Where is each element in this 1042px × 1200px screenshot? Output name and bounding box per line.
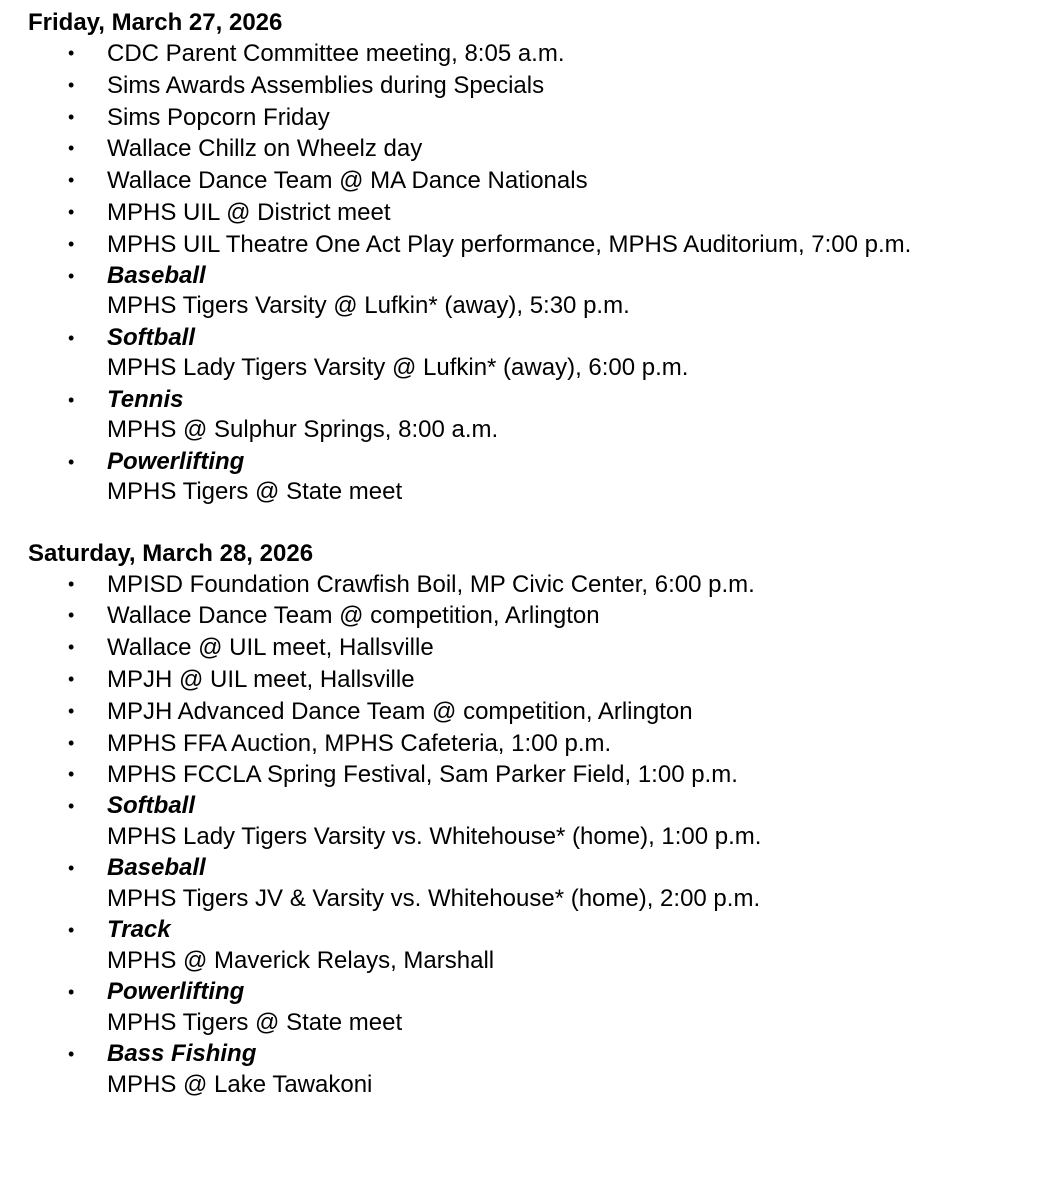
sport-item — [28, 323, 1042, 384]
bullet-icon: • — [68, 637, 75, 658]
sport-item — [28, 853, 1042, 914]
event-item — [28, 569, 1042, 601]
bullet-icon: • — [68, 982, 75, 1003]
event-text: MPHS UIL @ District meet — [107, 198, 391, 226]
event-text: MPJH @ UIL meet, Hallsville — [107, 665, 415, 693]
event-item — [28, 133, 1042, 165]
bullet-icon: • — [68, 796, 75, 817]
sport-detail: MPHS Tigers JV & Varsity vs. Whitehouse* (home), 2:00 p.m. — [107, 884, 761, 912]
bullet-icon: • — [68, 74, 75, 95]
bullet-icon: • — [68, 327, 75, 348]
event-text: Sims Popcorn Friday — [107, 103, 330, 131]
sport-name: Softball — [107, 323, 195, 351]
event-item — [28, 600, 1042, 632]
event-text: MPISD Foundation Crawfish Boil, MP Civic Center, 6:00 p.m. — [107, 570, 755, 598]
event-text: Wallace Dance Team @ MA Dance Nationals — [107, 167, 588, 195]
sport-item — [28, 1039, 1042, 1100]
bullet-icon: • — [68, 668, 75, 689]
bullet-icon: • — [68, 389, 75, 410]
sport-name: Baseball — [107, 854, 206, 882]
event-text: Wallace @ UIL meet, Hallsville — [107, 634, 434, 662]
sport-item — [28, 261, 1042, 322]
event-item — [28, 70, 1042, 102]
bullet-icon: • — [68, 732, 75, 753]
sport-name: Baseball — [107, 261, 206, 289]
sport-name: Track — [107, 916, 171, 944]
bullet-icon: • — [68, 764, 75, 785]
event-text: MPHS UIL Theatre One Act Play performance, MPHS Auditorium, 7:00 p.m. — [107, 230, 912, 258]
sport-detail: MPHS @ Maverick Relays, Marshall — [107, 946, 495, 974]
day-section-friday — [28, 8, 1042, 508]
sport-detail: MPHS Tigers Varsity @ Lufkin* (away), 5:30 p.m. — [107, 292, 630, 320]
bullet-icon: • — [68, 858, 75, 879]
day-section-saturday — [28, 539, 1042, 1101]
sport-detail: MPHS @ Lake Tawakoni — [107, 1070, 373, 1098]
sport-item — [28, 791, 1042, 852]
event-item — [28, 229, 1042, 261]
event-text: MPHS FFA Auction, MPHS Cafeteria, 1:00 p.m. — [107, 729, 612, 757]
event-item — [28, 728, 1042, 760]
event-item — [28, 696, 1042, 728]
event-text: CDC Parent Committee meeting, 8:05 a.m. — [107, 40, 565, 67]
bullet-icon: • — [68, 451, 75, 472]
bullet-icon: • — [68, 573, 75, 594]
event-item — [28, 759, 1042, 791]
bullet-icon: • — [68, 233, 75, 254]
sport-name: Softball — [107, 792, 195, 820]
event-item — [28, 38, 1042, 70]
bullet-icon: • — [68, 170, 75, 191]
event-list — [28, 38, 1042, 508]
sport-name: Bass Fishing — [107, 1040, 257, 1068]
bullet-icon: • — [68, 106, 75, 127]
sport-detail: MPHS Tigers @ State meet — [107, 1008, 403, 1036]
event-item — [28, 664, 1042, 696]
bullet-icon: • — [68, 265, 75, 286]
sport-name: Powerlifting — [107, 978, 245, 1006]
bullet-icon: • — [68, 43, 75, 63]
sport-detail: MPHS @ Sulphur Springs, 8:00 a.m. — [107, 416, 499, 444]
event-item — [28, 197, 1042, 229]
sport-item — [28, 977, 1042, 1038]
sport-name: Tennis — [107, 385, 184, 413]
event-item — [28, 165, 1042, 197]
day-heading: Saturday, March 28, 2026 — [28, 539, 314, 567]
sport-item — [28, 447, 1042, 508]
event-item — [28, 102, 1042, 134]
event-list — [28, 569, 1042, 1101]
sport-item — [28, 915, 1042, 976]
sport-detail: MPHS Lady Tigers Varsity vs. Whitehouse* (home), 1:00 p.m. — [107, 822, 762, 850]
day-heading: Friday, March 27, 2026 — [28, 9, 283, 36]
bullet-icon: • — [68, 605, 75, 626]
bullet-icon: • — [68, 700, 75, 721]
bullet-icon: • — [68, 1044, 75, 1065]
event-text: MPHS FCCLA Spring Festival, Sam Parker Field, 1:00 p.m. — [107, 761, 738, 789]
event-text: Wallace Dance Team @ competition, Arlington — [107, 602, 600, 630]
sport-detail: MPHS Tigers @ State meet — [107, 478, 403, 506]
bullet-icon: • — [68, 138, 75, 159]
sport-name: Powerlifting — [107, 447, 245, 475]
event-item — [28, 632, 1042, 664]
event-text: MPJH Advanced Dance Team @ competition, Arlington — [107, 697, 693, 725]
event-text: Wallace Chillz on Wheelz day — [107, 135, 423, 163]
bullet-icon: • — [68, 920, 75, 941]
sport-detail: MPHS Lady Tigers Varsity @ Lufkin* (away), 6:00 p.m. — [107, 354, 689, 382]
bullet-icon: • — [68, 201, 75, 222]
sport-item — [28, 385, 1042, 446]
event-text: Sims Awards Assemblies during Specials — [107, 71, 545, 99]
